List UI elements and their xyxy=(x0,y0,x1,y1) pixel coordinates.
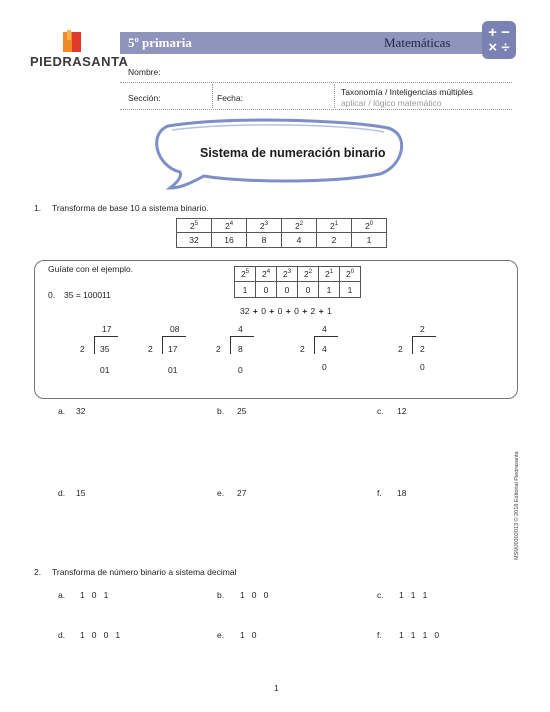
division-bracket xyxy=(94,336,95,354)
ex1-item-label: b. xyxy=(217,406,225,416)
division-step xyxy=(398,324,448,384)
division-divisor: 2 xyxy=(216,344,221,354)
division-bracket xyxy=(162,336,163,354)
ex2-item-value: 1 1 1 xyxy=(399,590,428,600)
division-remainder: 0 xyxy=(322,362,327,372)
division-quotient: 08 xyxy=(170,324,180,334)
bit-cell: 1 xyxy=(235,282,256,298)
name-label: Nombre: xyxy=(128,67,161,77)
power-cell: $2^0$ xyxy=(352,219,387,233)
power-cell: $2^3$ xyxy=(277,267,298,282)
division-bar xyxy=(314,336,338,337)
division-remainder: 01 xyxy=(100,365,110,375)
division-bar xyxy=(162,336,186,337)
value-cell: 32 xyxy=(177,233,212,248)
division-bracket xyxy=(314,336,315,354)
power-cell: $2^2$ xyxy=(298,267,319,282)
power-cell: $2^1$ xyxy=(319,267,340,282)
division-dividend: 2 xyxy=(420,344,425,354)
logo-text: PIEDRASANTA xyxy=(30,54,129,69)
value-cell: 4 xyxy=(282,233,317,248)
ex2-item-value: 1 0 0 1 xyxy=(80,630,121,640)
division-divisor: 2 xyxy=(300,344,305,354)
power-cell: $2^5$ xyxy=(235,267,256,282)
power-cell: $2^4$ xyxy=(212,219,247,233)
ex1-item-label: a. xyxy=(58,406,66,416)
math-operations-icon: + − × ÷ xyxy=(482,21,516,59)
power-cell: $2^0$ xyxy=(340,267,361,282)
example-equation: 35 = 100011 xyxy=(64,290,111,300)
ex2-item-label: f. xyxy=(377,630,382,640)
power-cell: $2^1$ xyxy=(317,219,352,233)
date-label: Fecha: xyxy=(217,93,243,103)
subject-label: Matemáticas xyxy=(384,35,451,50)
ex2-item-value: 1 0 xyxy=(240,630,257,640)
ex1-item-label: f. xyxy=(377,488,382,498)
logo xyxy=(28,30,129,72)
ex1-item-value: 18 xyxy=(397,488,407,498)
ex2-item-label: a. xyxy=(58,590,66,600)
ex1-item-value: 15 xyxy=(76,488,86,498)
ex1-item-label: c. xyxy=(377,406,384,416)
example-label: 0. xyxy=(48,290,56,300)
taxonomy-value: aplicar / lógico matemático xyxy=(341,98,442,108)
section-line xyxy=(120,109,512,110)
page-number: 1 xyxy=(274,683,279,693)
ex2-item-label: b. xyxy=(217,590,225,600)
example-heading: Guíate con el ejemplo. xyxy=(48,264,134,274)
ex1-item-value: 27 xyxy=(237,488,247,498)
bit-cell: 0 xyxy=(298,282,319,298)
ex2-item-label: d. xyxy=(58,630,66,640)
exercise-2-number: 2. xyxy=(34,567,42,577)
bit-cell: 0 xyxy=(277,282,298,298)
division-remainder: 0 xyxy=(238,365,243,375)
example-table xyxy=(234,266,361,298)
section-divider xyxy=(212,84,213,108)
division-step xyxy=(216,324,266,384)
division-bar xyxy=(230,336,254,337)
power-cell: $2^2$ xyxy=(282,219,317,233)
division-quotient: 4 xyxy=(238,324,243,334)
power-cell: $2^4$ xyxy=(256,267,277,282)
exercise-1-number: 1. xyxy=(34,203,42,213)
division-remainder: 0 xyxy=(420,362,425,372)
division-divisor: 2 xyxy=(398,344,403,354)
division-remainder: 01 xyxy=(168,365,178,375)
name-line xyxy=(120,82,512,83)
exercise-1-instruction: Transforma de base 10 a sistema binario. xyxy=(52,203,209,213)
division-divisor: 2 xyxy=(80,344,85,354)
division-bracket xyxy=(230,336,231,354)
grade-label: 5º primaria xyxy=(128,35,192,50)
bit-cell: 0 xyxy=(256,282,277,298)
division-quotient: 17 xyxy=(102,324,112,334)
ex1-item-value: 25 xyxy=(237,406,247,416)
division-bar xyxy=(94,336,118,337)
power-cell: $2^5$ xyxy=(177,219,212,233)
division-dividend: 35 xyxy=(100,344,110,354)
page-title: Sistema de numeración binario xyxy=(200,146,386,160)
ex1-item-label: d. xyxy=(58,488,66,498)
division-dividend: 4 xyxy=(322,344,327,354)
division-step xyxy=(148,324,198,384)
value-cell: 16 xyxy=(212,233,247,248)
division-bracket xyxy=(412,336,413,354)
ex2-item-value: 1 0 1 xyxy=(80,590,109,600)
value-cell: 8 xyxy=(247,233,282,248)
logo-book-icon xyxy=(28,30,120,56)
division-step xyxy=(300,324,350,384)
ex1-item-label: e. xyxy=(217,488,225,498)
value-cell: 1 xyxy=(352,233,387,248)
value-cell: 2 xyxy=(317,233,352,248)
section-label: Sección: xyxy=(128,93,161,103)
example-sum: 32 + 0 + 0 + 0 + 2 + 1 xyxy=(240,306,332,316)
taxonomy-label: Taxonomía / Inteligencias múltiples xyxy=(341,87,473,97)
division-quotient: 4 xyxy=(322,324,327,334)
division-quotient: 2 xyxy=(420,324,425,334)
ex2-item-label: c. xyxy=(377,590,384,600)
power-cell: $2^3$ xyxy=(247,219,282,233)
division-step xyxy=(80,324,130,384)
bit-cell: 1 xyxy=(319,282,340,298)
division-divisor: 2 xyxy=(148,344,153,354)
powers-table xyxy=(176,218,387,248)
division-dividend: 17 xyxy=(168,344,178,354)
ex2-item-value: 1 0 0 xyxy=(240,590,269,600)
ex2-item-label: e. xyxy=(217,630,225,640)
bit-cell: 1 xyxy=(340,282,361,298)
division-dividend: 8 xyxy=(238,344,243,354)
date-divider xyxy=(334,84,335,108)
ex1-item-value: 12 xyxy=(397,406,407,416)
exercise-2-instruction: Transforma de número binario a sistema decimal xyxy=(52,567,237,577)
side-code: MSMJ0302013 © 2018 Editorial Piedrasanta xyxy=(514,451,520,560)
ex2-item-value: 1 1 1 0 xyxy=(399,630,440,640)
division-bar xyxy=(412,336,436,337)
ex1-item-value: 32 xyxy=(76,406,86,416)
